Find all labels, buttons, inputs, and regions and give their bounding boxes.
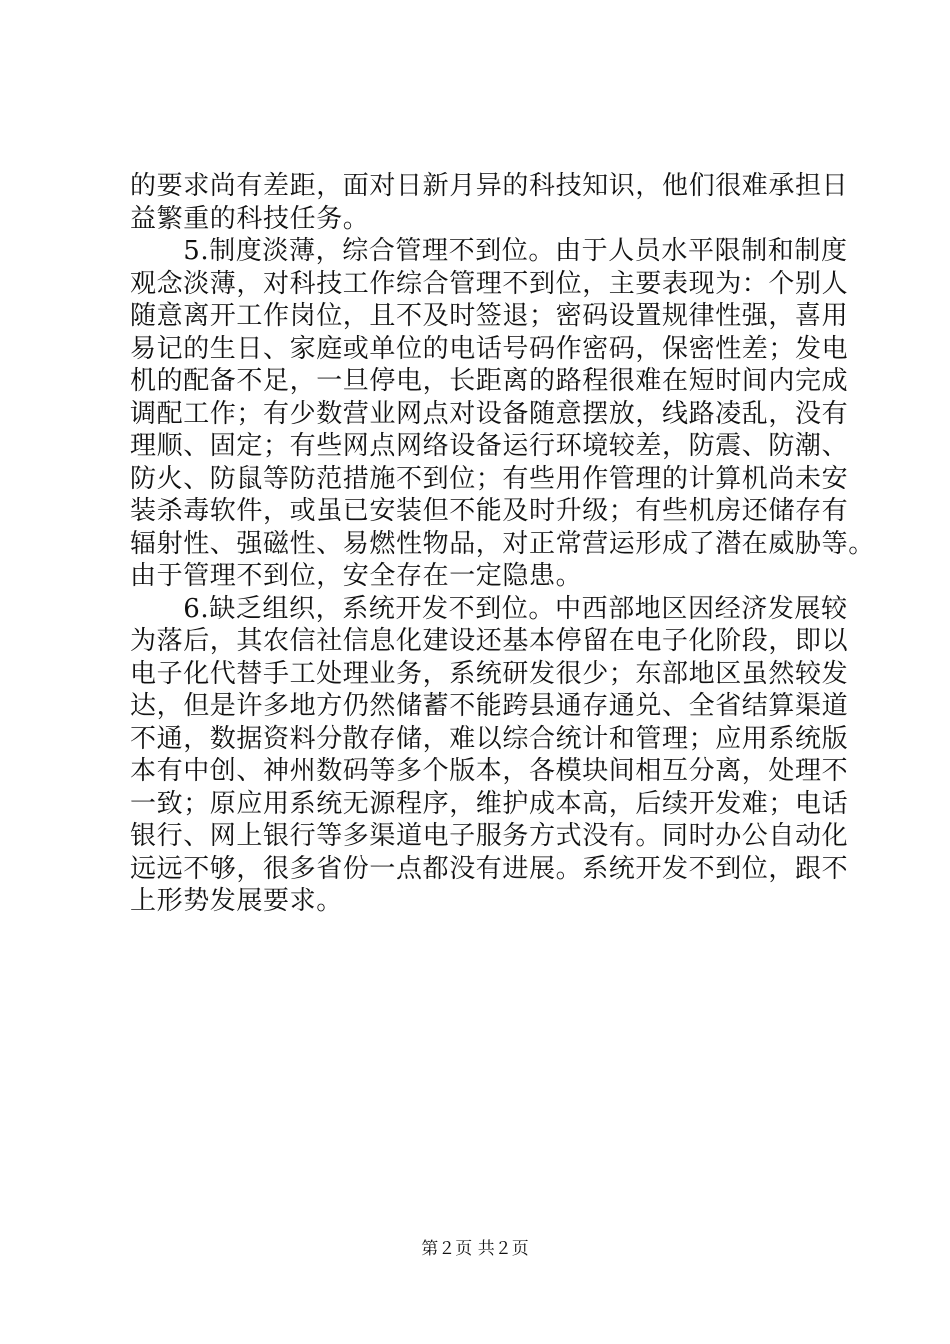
text-line: 本有中创、神州数码等多个版本，各模块间相互分离，处理不 [130,756,849,786]
text-line: 上形势发展要求。 [130,886,343,916]
page-footer: 第２页 共２页 [421,1239,529,1259]
text-line: 不通，数据资料分散存储，难以综合统计和管理；应用系统版 [130,723,849,754]
text-line: 理顺、固定；有些网点网络设备运行环境较差，防震、防潮、 [130,431,849,461]
text-line: 易记的生日、家庭或单位的电话号码作密码，保密性差；发电 [130,333,849,364]
text-line: 为落后，其农信社信息化建设还基本停留在电子化阶段，即以 [130,626,849,656]
text-line: 观念淡薄，对科技工作综合管理不到位，主要表现为：个别人 [130,268,849,299]
text-line: 机的配备不足，一旦停电，长距离的路程很难在短时间内完成 [130,366,849,396]
text-line: 一致；原应用系统无源程序，维护成本高，后续开发难；电话 [130,788,849,819]
text-line: 达，但是许多地方仍然储蓄不能跨县通存通兑、全省结算渠道 [130,691,849,721]
text-line: 益繁重的科技任务。 [130,203,370,234]
text-line: 6.缺乏组织，系统开发不到位。中西部地区因经济发展较 [130,593,848,624]
text-line: 装杀毒软件，或虽已安装但不能及时升级；有些机房还储存有 [130,496,849,526]
text-line: 辐射性、强磁性、易燃性物品，对正常营运形成了潜在威胁等。 [130,528,875,559]
text-line: 银行、网上银行等多渠道电子服务方式没有。同时办公自动化 [130,821,849,851]
text-line: 的要求尚有差距，面对日新月异的科技知识，他们很难承担日 [130,171,849,201]
text-line: 由于管理不到位，安全存在一定隐患。 [130,561,583,591]
text-line: 电子化代替手工处理业务，系统研发很少；东部地区虽然较发 [130,658,849,689]
text-line: 远远不够，很多省份一点都没有进展。系统开发不到位，跟不 [130,853,849,884]
text-line: 随意离开工作岗位，且不及时签退；密码设置规律性强，喜用 [130,301,849,331]
text-line: 调配工作；有少数营业网点对设备随意摆放，线路凌乱，没有 [130,398,849,429]
text-line: 防火、防鼠等防范措施不到位；有些用作管理的计算机尚未安 [130,463,849,494]
text-line: 5.制度淡薄，综合管理不到位。由于人员水平限制和制度 [130,236,848,266]
body-text [130,170,875,918]
